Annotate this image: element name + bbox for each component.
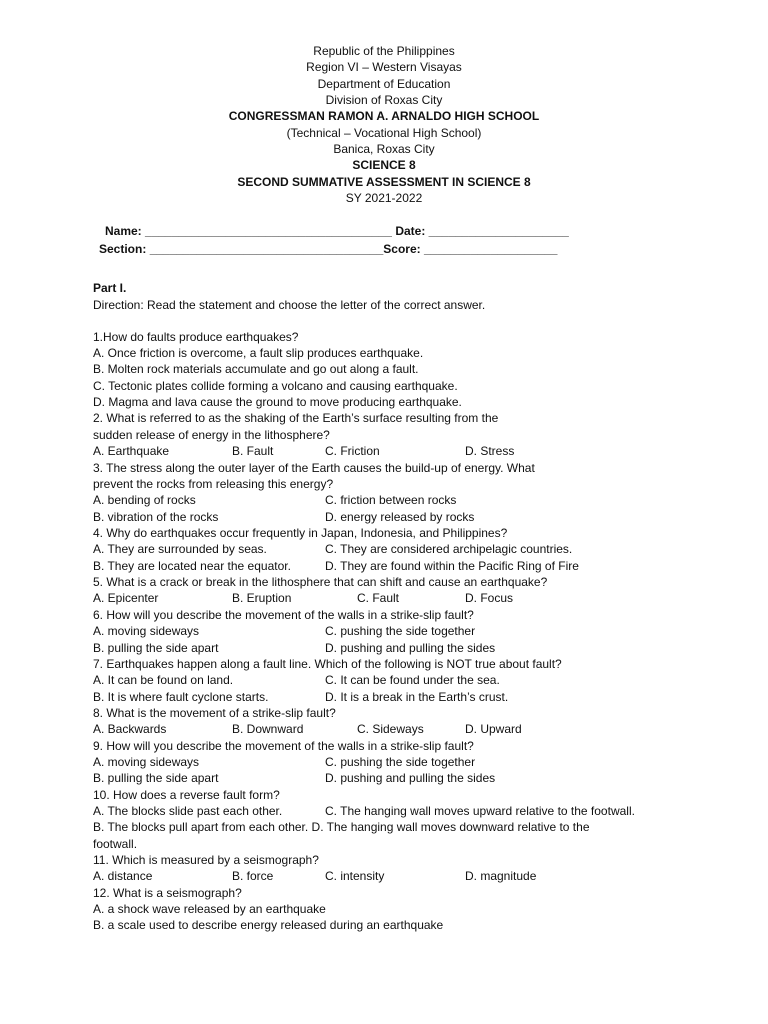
q1-option-d: D. Magma and lava cause the ground to move producing earthquake. [93, 395, 462, 409]
part-title: Part I. [93, 281, 127, 295]
question-3-line-1: 3. The stress along the outer layer of the Earth causes the build-up of energy. What [93, 461, 535, 475]
q9-option-c: C. pushing the side together [325, 755, 476, 769]
q11-option-d: D. magnitude [465, 869, 537, 883]
header-department: Department of Education [317, 77, 451, 91]
q8-option-b: B. Downward [232, 722, 304, 736]
q8-option-c: C. Sideways [357, 722, 424, 736]
question-9: 9. How will you describe the movement of the walls in a strike-slip fault? [93, 739, 474, 753]
question-10: 10. How does a reverse fault form? [93, 788, 280, 802]
header-region: Region VI – Western Visayas [306, 60, 462, 74]
q10-option-b-d: B. The blocks pull apart from each other. D. The hanging wall moves downward relative to the [93, 820, 590, 834]
date-blank[interactable]: _____________________ [428, 224, 569, 238]
header-school-type: (Technical – Vocational High School) [286, 126, 482, 140]
header-republic: Republic of the Philippines [313, 44, 455, 58]
q5-option-b: B. Eruption [232, 591, 292, 605]
section-label: Section: [99, 242, 147, 256]
q3-option-c: C. friction between rocks [325, 493, 457, 507]
q11-option-c: C. intensity [325, 869, 385, 883]
q4-option-d: D. They are found within the Pacific Ring of Fire [325, 559, 579, 573]
header-division: Division of Roxas City [325, 93, 443, 107]
header-subject: SCIENCE 8 [352, 158, 416, 172]
q7-option-a: A. It can be found on land. [93, 673, 234, 687]
question-1: 1.How do faults produce earthquakes? [93, 330, 299, 344]
q12-option-a: A. a shock wave released by an earthquake [93, 902, 326, 916]
name-field[interactable] [105, 223, 569, 239]
q12-option-b: B. a scale used to describe energy released during an earthquake [93, 918, 444, 932]
q9-option-a: A. moving sideways [93, 755, 200, 769]
question-6: 6. How will you describe the movement of the walls in a strike-slip fault? [93, 608, 474, 622]
q8-option-a: A. Backwards [93, 722, 167, 736]
header-school-year: SY 2021-2022 [345, 191, 423, 205]
q4-option-c: C. They are considered archipelagic countries. [325, 542, 573, 556]
question-2-line-1: 2. What is referred to as the shaking of the Earth’s surface resulting from the [93, 411, 499, 425]
question-2-line-2: sudden release of energy in the lithosphere? [93, 428, 330, 442]
name-label: Name: [105, 224, 142, 238]
q10-option-c: C. The hanging wall moves upward relative to the footwall. [325, 804, 635, 818]
q2-option-c: C. Friction [325, 444, 380, 458]
section-field[interactable] [99, 241, 557, 257]
q9-option-b: B. pulling the side apart [93, 771, 219, 785]
q7-option-b: B. It is where fault cyclone starts. [93, 690, 269, 704]
question-3-line-2: prevent the rocks from releasing this energy? [93, 477, 334, 491]
name-blank[interactable]: _____________________________________ [145, 224, 392, 238]
part-direction: Direction: Read the statement and choose the letter of the correct answer. [93, 298, 486, 312]
q3-option-b: B. vibration of the rocks [93, 510, 219, 524]
q10-option-d-continued: footwall. [93, 837, 138, 851]
q1-option-a: A. Once friction is overcome, a fault slip produces earthquake. [93, 346, 424, 360]
question-7: 7. Earthquakes happen along a fault line. Which of the following is NOT true about fault? [93, 657, 562, 671]
q4-option-b: B. They are located near the equator. [93, 559, 291, 573]
q5-option-d: D. Focus [465, 591, 514, 605]
q7-option-d: D. It is a break in the Earth’s crust. [325, 690, 509, 704]
q2-option-a: A. Earthquake [93, 444, 170, 458]
q8-option-d: D. Upward [465, 722, 522, 736]
q5-option-a: A. Epicenter [93, 591, 159, 605]
question-12: 12. What is a seismograph? [93, 886, 242, 900]
question-11: 11. Which is measured by a seismograph? [93, 853, 319, 867]
q1-option-c: C. Tectonic plates collide forming a volcano and causing earthquake. [93, 379, 458, 393]
question-4: 4. Why do earthquakes occur frequently in Japan, Indonesia, and Philippines? [93, 526, 508, 540]
q7-option-c: C. It can be found under the sea. [325, 673, 500, 687]
q6-option-b: B. pulling the side apart [93, 641, 219, 655]
q2-option-d: D. Stress [465, 444, 515, 458]
q3-option-d: D. energy released by rocks [325, 510, 475, 524]
header-assessment-title: SECOND SUMMATIVE ASSESSMENT IN SCIENCE 8 [237, 175, 531, 189]
section-blank[interactable]: ___________________________________ [149, 242, 384, 256]
q11-option-b: B. force [232, 869, 274, 883]
header-location: Banica, Roxas City [333, 142, 435, 156]
header-school-name: CONGRESSMAN RAMON A. ARNALDO HIGH SCHOOL [228, 109, 540, 123]
score-blank[interactable]: ____________________ [423, 242, 558, 256]
score-label: Score: [383, 242, 421, 256]
q10-option-a: A. The blocks slide past each other. [93, 804, 283, 818]
date-label: Date: [395, 224, 426, 238]
q6-option-d: D. pushing and pulling the sides [325, 641, 496, 655]
q9-option-d: D. pushing and pulling the sides [325, 771, 496, 785]
q6-option-c: C. pushing the side together [325, 624, 476, 638]
q11-option-a: A. distance [93, 869, 153, 883]
q3-option-a: A. bending of rocks [93, 493, 196, 507]
q5-option-c: C. Fault [357, 591, 400, 605]
q1-option-b: B. Molten rock materials accumulate and go out along a fault. [93, 362, 419, 376]
question-8: 8. What is the movement of a strike-slip fault? [93, 706, 336, 720]
q4-option-a: A. They are surrounded by seas. [93, 542, 267, 556]
q2-option-b: B. Fault [232, 444, 274, 458]
question-5: 5. What is a crack or break in the lithosphere that can shift and cause an earthquake? [93, 575, 548, 589]
q6-option-a: A. moving sideways [93, 624, 200, 638]
